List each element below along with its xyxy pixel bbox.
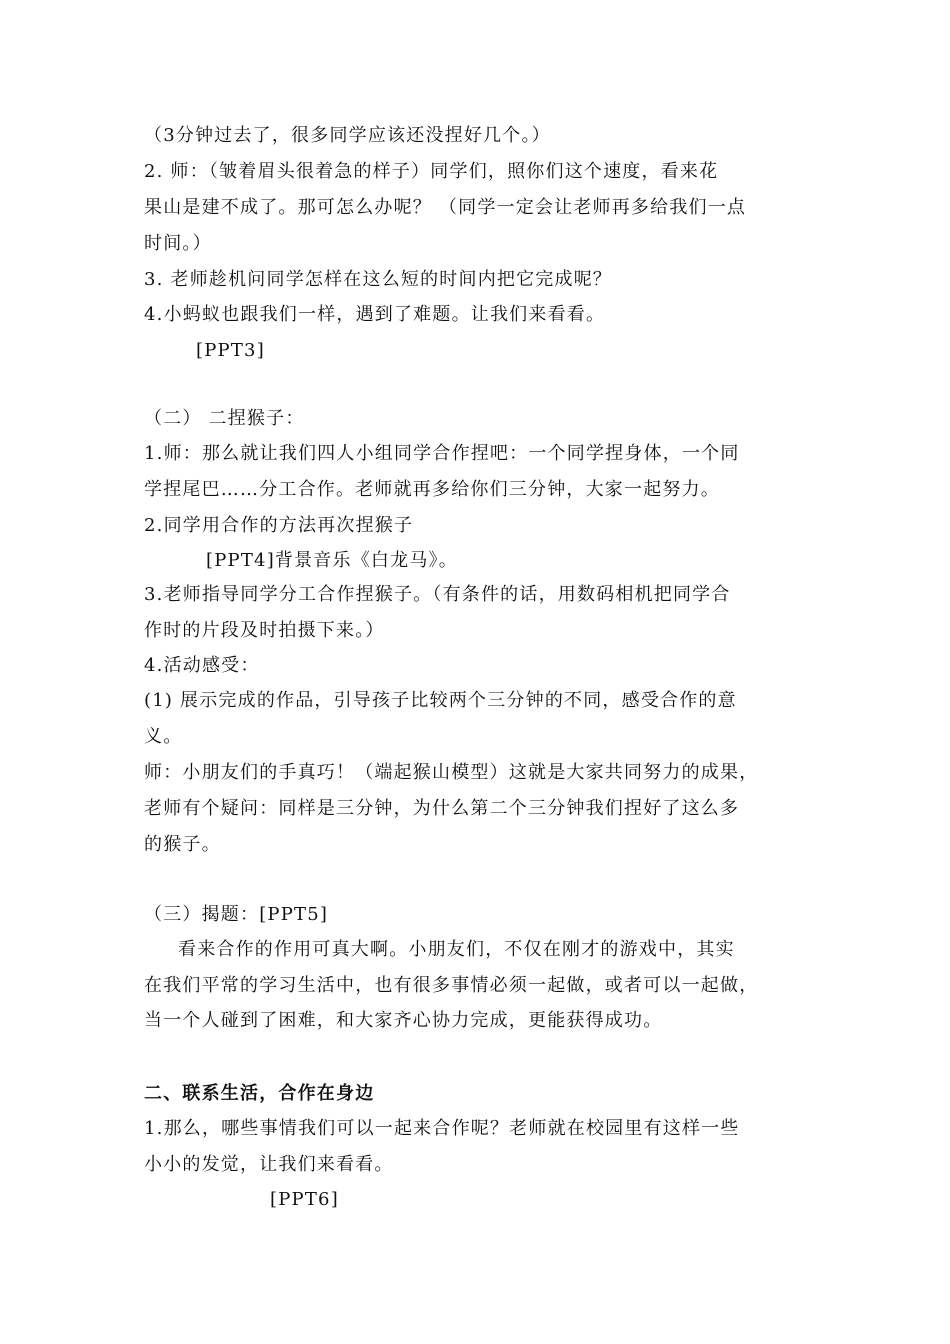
chapter-heading: 二、联系生活，合作在身边 — [144, 1083, 375, 1104]
text-line: 老师有个疑问：同样是三分钟，为什么第二个三分钟我们捏好了这么多 — [144, 798, 740, 819]
text-line: 师：小朋友们的手真巧！（端起猴山模型）这就是大家共同努力的成果， — [144, 762, 759, 783]
paragraph-first-line: 看来合作的作用可真大啊。小朋友们，不仅在刚才的游戏中，其实 — [178, 939, 735, 960]
text-line: 在我们平常的学习生活中，也有很多事情必须一起做，或者可以一起做， — [144, 975, 759, 996]
text-line: 2.同学用合作的方法再次捏猴子 — [144, 515, 414, 536]
slide-reference: [PPT4]背景音乐《白龙马》。 — [206, 550, 458, 571]
text-line: 4.小蚂蚁也跟我们一样，遇到了难题。让我们来看看。 — [144, 304, 606, 325]
text-line: 果山是建不成了。那可怎么办呢？ （同学一定会让老师再多给我们一点 — [144, 197, 747, 218]
text-line: 时间。） — [144, 233, 212, 254]
text-line: 4.活动感受： — [144, 655, 260, 676]
text-line: 当一个人碰到了困难，和大家齐心协力完成，更能获得成功。 — [144, 1010, 663, 1031]
text-line: 1.那么，哪些事情我们可以一起来合作呢？老师就在校园里有这样一些 — [144, 1118, 740, 1139]
section-heading: （三）揭题：[PPT5] — [144, 904, 329, 925]
text-line: （3分钟过去了，很多同学应该还没捏好几个。） — [144, 125, 551, 146]
text-line: 3.老师指导同学分工合作捏猴子。（有条件的话，用数码相机把同学合 — [144, 584, 731, 605]
text-line: 学捏尾巴……分工合作。老师就再多给你们三分钟，大家一起努力。 — [144, 479, 720, 500]
text-line: 1.师：那么就让我们四人小组同学合作捏吧：一个同学捏身体，一个同 — [144, 443, 740, 464]
text-line: 义。 — [144, 726, 183, 747]
text-line: 的猴子。 — [144, 834, 221, 855]
text-line: 作时的片段及时拍摄下来。） — [144, 620, 385, 641]
slide-reference: [PPT6] — [270, 1189, 339, 1210]
text-line: 2. 师：（皱着眉头很着急的样子）同学们，照你们这个速度，看来花 — [144, 161, 719, 182]
slide-reference: [PPT3] — [196, 340, 265, 361]
text-line: 3. 老师趁机问同学怎样在这么短的时间内把它完成呢？ — [144, 269, 613, 290]
text-line: 小小的发觉，让我们来看看。 — [144, 1154, 394, 1175]
text-line: (1) 展示完成的作品，引导孩子比较两个三分钟的不同，感受合作的意 — [144, 690, 737, 711]
section-heading: （二） 二捏猴子： — [144, 408, 305, 429]
